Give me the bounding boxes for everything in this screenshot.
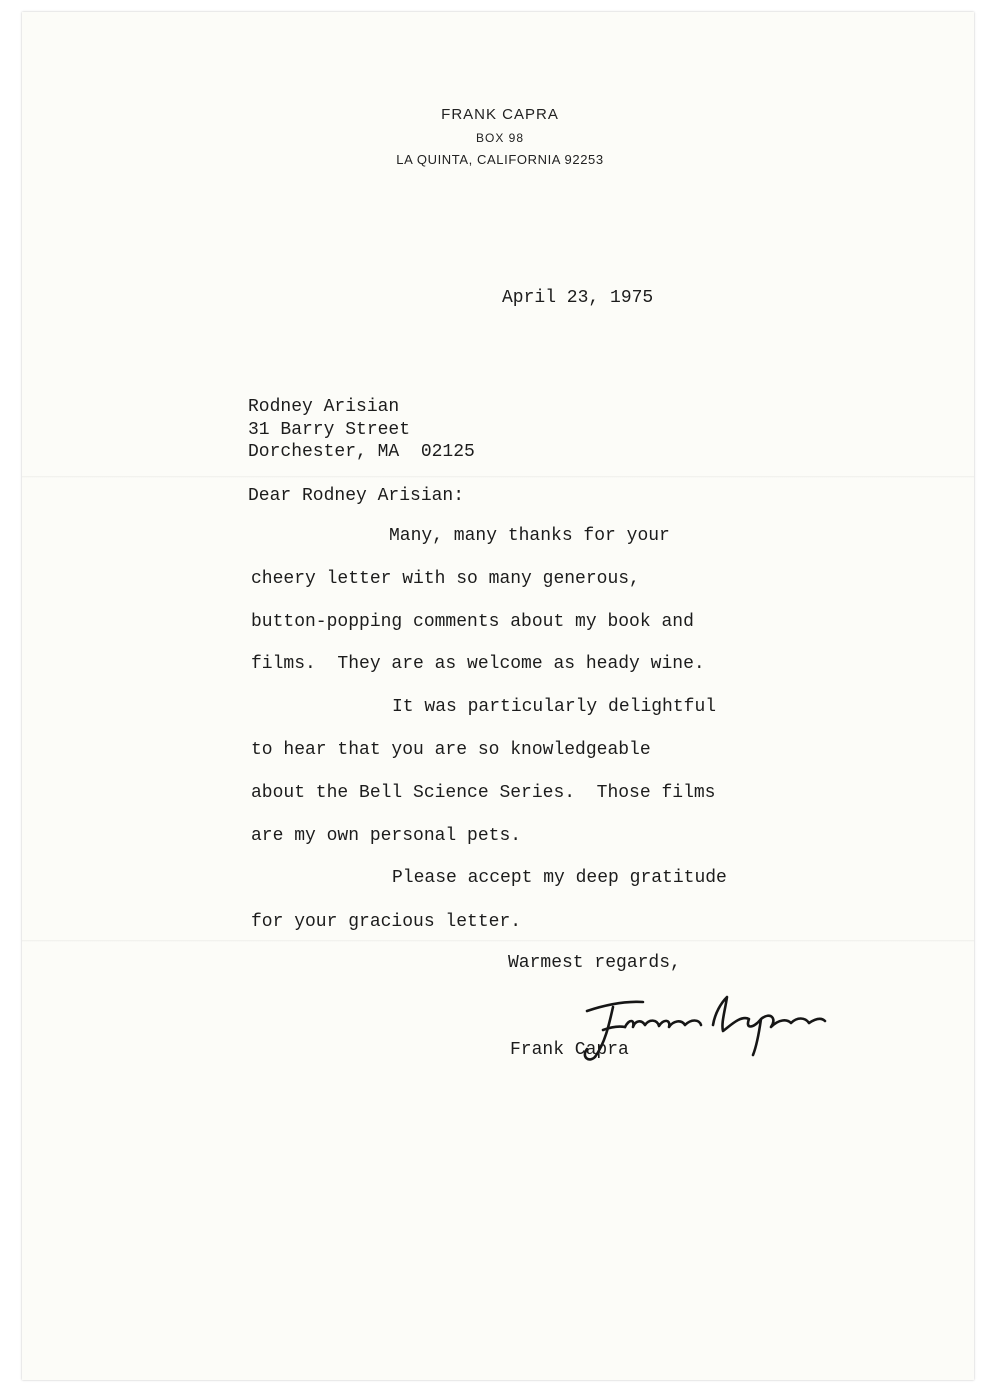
fold-line	[22, 940, 974, 942]
closing: Warmest regards,	[508, 953, 681, 973]
body-line: films. They are as welcome as heady wine.	[251, 654, 705, 674]
recipient-name: Rodney Arisian	[248, 397, 400, 417]
body-line: are my own personal pets.	[251, 826, 522, 846]
body-line: about the Bell Science Series. Those films	[251, 783, 716, 803]
typed-signature-name: Frank Capra	[510, 1040, 629, 1060]
letterhead-name: FRANK CAPRA	[441, 106, 559, 123]
body-line: for your gracious letter.	[251, 912, 522, 932]
letterhead-address: LA QUINTA, CALIFORNIA 92253	[396, 152, 604, 167]
letter-date: April 23, 1975	[502, 288, 654, 308]
body-line: button-popping comments about my book and	[251, 612, 694, 632]
salutation: Dear Rodney Arisian:	[248, 486, 465, 506]
letterhead-box: BOX 98	[475, 131, 525, 145]
letter-paper	[22, 12, 974, 1380]
body-line: Please accept my deep gratitude	[392, 868, 727, 888]
fold-line	[22, 476, 974, 478]
recipient-city: Dorchester, MA 02125	[248, 442, 475, 462]
recipient-street: 31 Barry Street	[248, 420, 411, 440]
body-line: cheery letter with so many generous,	[251, 569, 640, 589]
body-line: to hear that you are so knowledgeable	[251, 740, 651, 760]
body-line: It was particularly delightful	[392, 697, 717, 717]
body-line: Many, many thanks for your	[389, 526, 670, 546]
